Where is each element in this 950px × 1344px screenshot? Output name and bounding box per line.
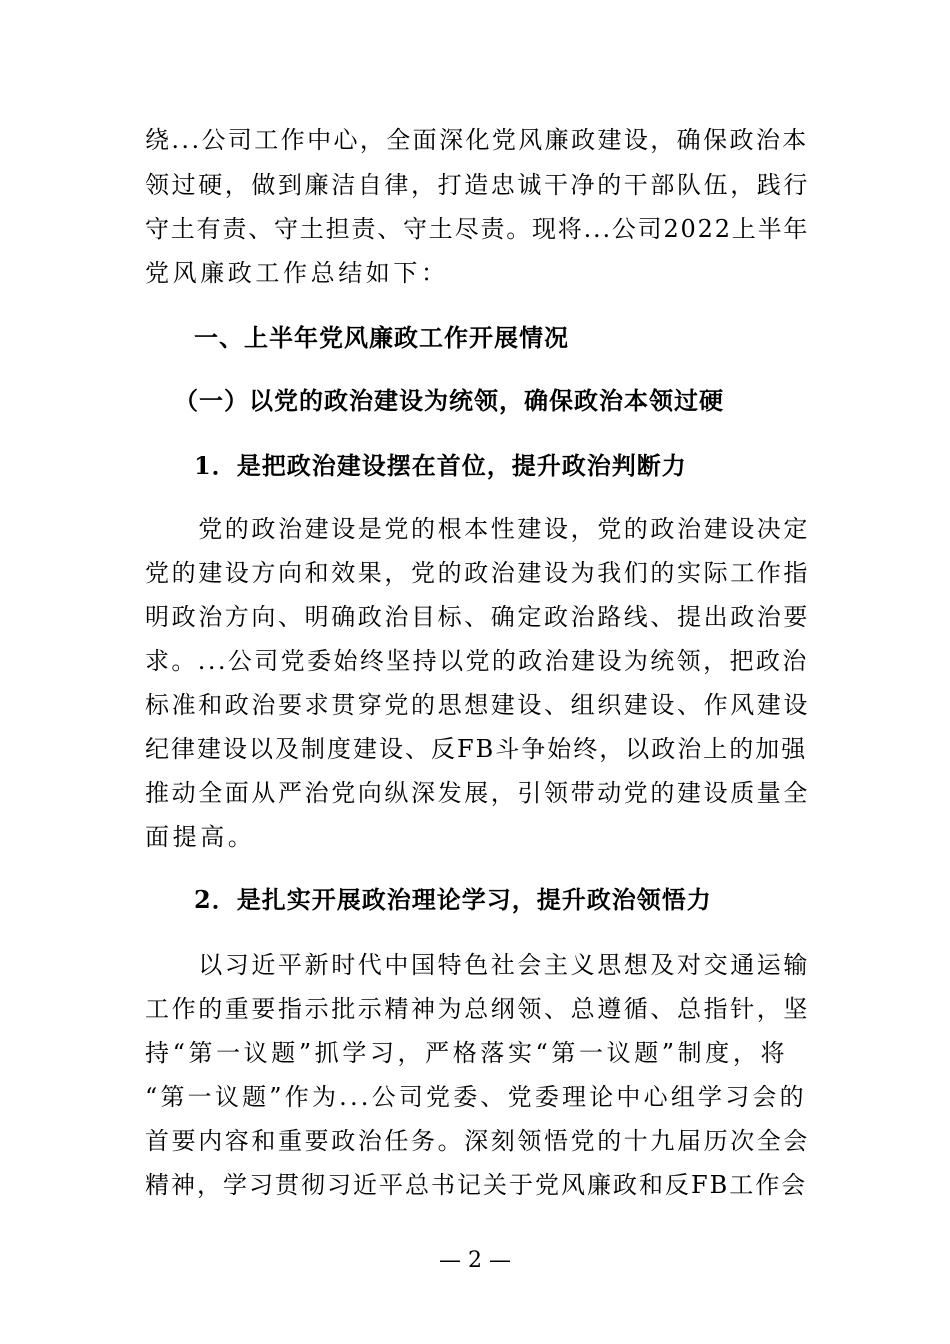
body-line: 面提高。 xyxy=(145,823,256,851)
intro-line: 守土有责、守土担责、守土尽责。现将...公司2022上半年 xyxy=(145,215,810,243)
body-line: 党的政治建设是党的根本性建设，党的政治建设决定 xyxy=(145,515,810,543)
body-line: 推动全面从严治党向纵深发展，引领带动党的建设质量全 xyxy=(145,779,810,807)
body-line: 明政治方向、明确政治目标、确定政治路线、提出政治要 xyxy=(145,603,810,631)
body-line: 精神，学习贯彻习近平总书记关于党风廉政和反FB工作会 xyxy=(145,1171,808,1199)
intro-line: 绕...公司工作中心，全面深化党风廉政建设，确保政治本 xyxy=(145,126,809,154)
body-line: 党的建设方向和效果，党的政治建设为我们的实际工作指 xyxy=(145,559,810,587)
body-line: 持“第一议题”抓学习，严格落实“第一议题”制度，将 xyxy=(145,1039,789,1067)
subsection-heading: （一）以党的政治建设为统领，确保政治本领过硬 xyxy=(174,386,724,415)
body-line: 纪律建设以及制度建设、反FB斗争始终，以政治上的加强 xyxy=(145,735,808,763)
body-line: 标准和政治要求贯穿党的思想建设、组织建设、作风建设 xyxy=(145,691,810,719)
page-number: — 2 — xyxy=(439,1248,511,1273)
body-line: 首要内容和重要政治任务。深刻领悟党的十九届历次全会 xyxy=(145,1127,810,1155)
intro-line: 领过硬，做到廉洁自律，打造忠诚干净的干部队伍，践行 xyxy=(145,171,810,199)
section-heading: 一、上半年党风廉政工作开展情况 xyxy=(194,324,569,352)
body-line: “第一议题”作为...公司党委、党委理论中心组学习会的 xyxy=(145,1083,807,1111)
item-heading: 1．是把政治建设摆在首位，提升政治判断力 xyxy=(194,451,687,480)
body-line: 以习近平新时代中国特色社会主义思想及对交通运输 xyxy=(145,951,810,979)
item-heading: 2．是扎实开展政治理论学习，提升政治领悟力 xyxy=(194,885,712,914)
body-line: 工作的重要指示批示精神为总纲领、总遵循、总指针，坚 xyxy=(145,995,810,1023)
body-line: 求。...公司党委始终坚持以党的政治建设为统领，把政治 xyxy=(145,647,809,675)
intro-line: 党风廉政工作总结如下： xyxy=(145,259,449,287)
